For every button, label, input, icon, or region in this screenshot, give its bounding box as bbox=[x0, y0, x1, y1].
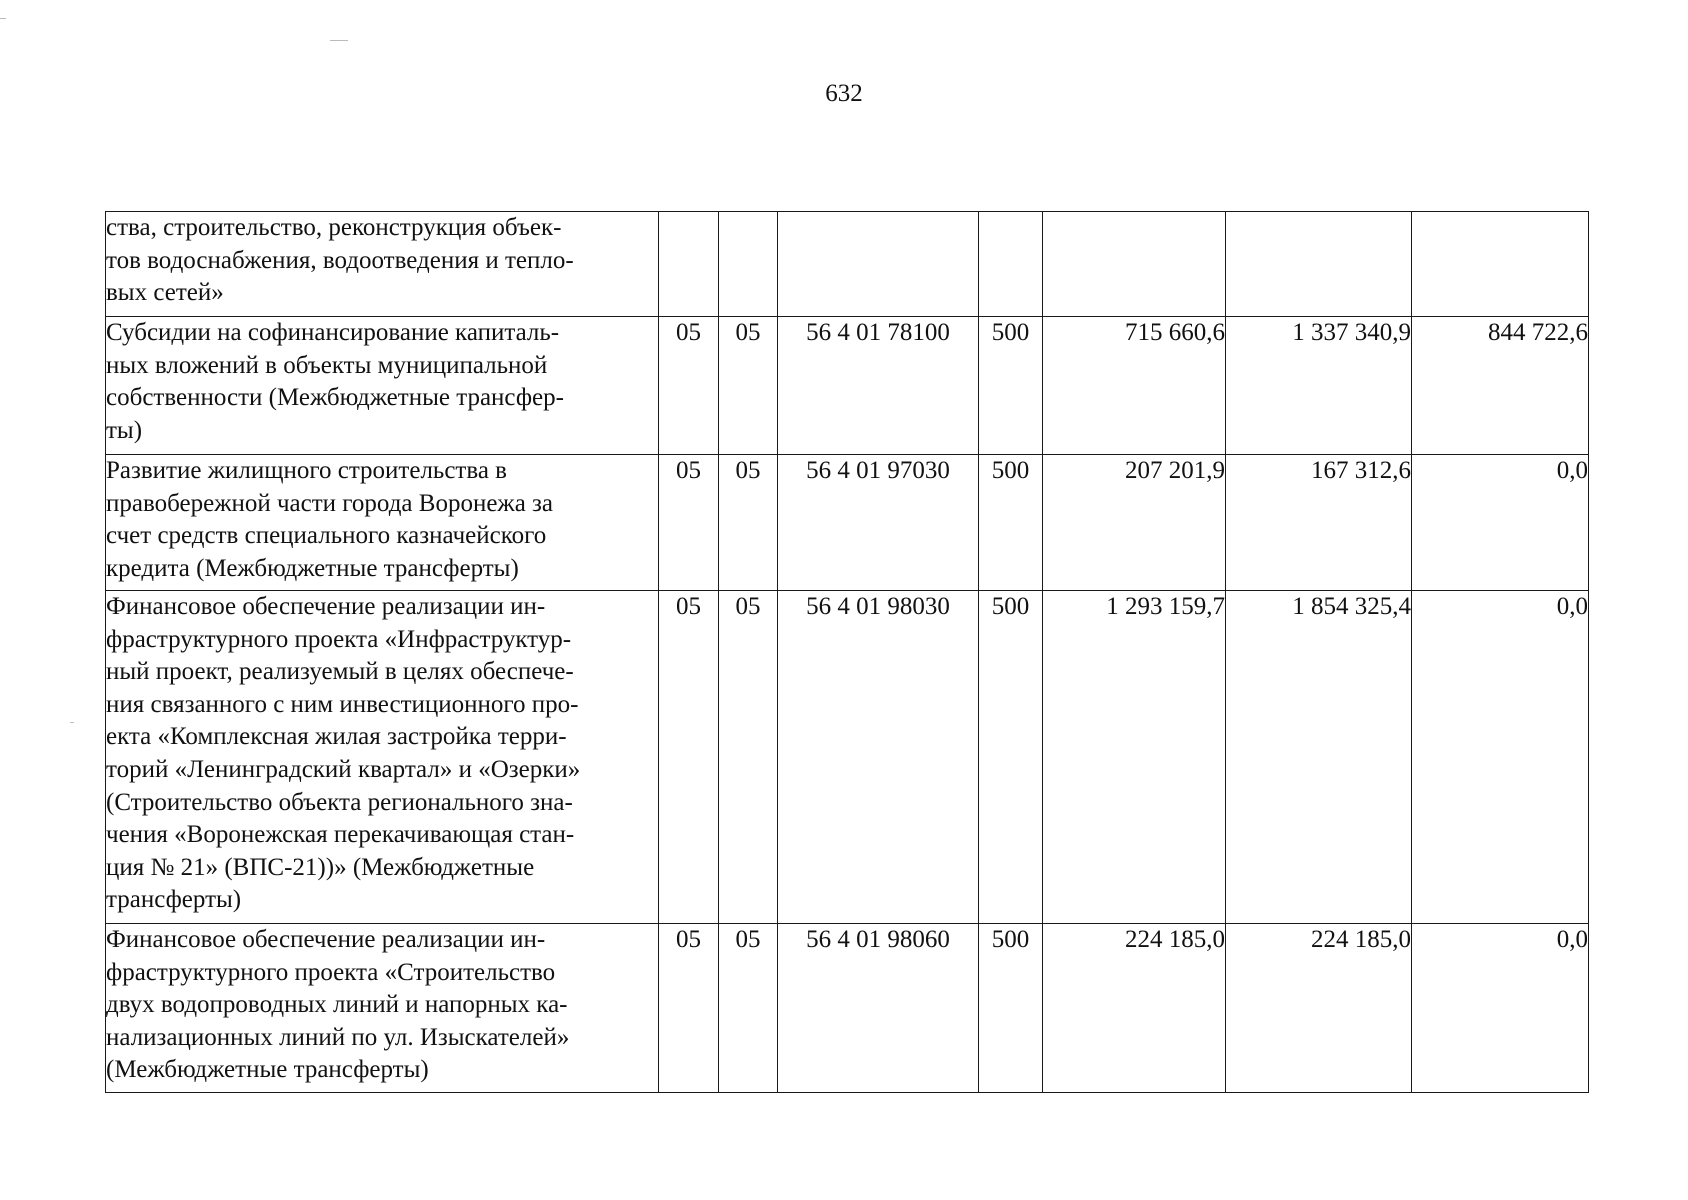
sum3-cell: 844 722,6 bbox=[1412, 317, 1589, 455]
description-line: торий «Ленинградский квартал» и «Озерки» bbox=[106, 755, 581, 783]
description-line: ный проект, реализуемый в целях обеспече- bbox=[106, 658, 574, 686]
csr-cell bbox=[778, 212, 979, 317]
sum1-cell bbox=[1043, 212, 1226, 317]
description-line: нализационных линий по ул. Изыскателей» bbox=[106, 1023, 570, 1051]
rz-cell: 05 bbox=[659, 924, 719, 1093]
pr-cell: 05 bbox=[719, 317, 778, 455]
scan-artifact bbox=[70, 722, 74, 723]
description-line: Развитие жилищного строительства в bbox=[106, 457, 507, 484]
description-line: чения «Воронежская перекачивающая стан- bbox=[106, 821, 575, 849]
description-line: тов водоснабжения, водоотведения и тепло- bbox=[106, 246, 574, 274]
description-line: ция № 21» (ВПС-21))» (Межбюджетные bbox=[106, 853, 535, 881]
vr-cell bbox=[979, 212, 1043, 317]
rz-cell bbox=[659, 212, 719, 317]
description-line: кредита (Межбюджетные трансферты) bbox=[106, 554, 519, 582]
description-line: ства, строительство, реконструкция объек- bbox=[106, 214, 562, 241]
row-description bbox=[106, 212, 659, 317]
pr-cell: 05 bbox=[719, 591, 778, 924]
table-row bbox=[106, 924, 1589, 1093]
sum3-cell: 0,0 bbox=[1412, 455, 1589, 591]
description-line: счет средств специального казначейского bbox=[106, 522, 547, 550]
description-line: (Межбюджетные трансферты) bbox=[106, 1056, 429, 1084]
sum1-cell: 715 660,6 bbox=[1043, 317, 1226, 455]
description-line: трансферты) bbox=[106, 886, 242, 914]
table-row bbox=[106, 212, 1589, 317]
description-line: Финансовое обеспечение реализации ин- bbox=[106, 593, 546, 620]
table-row bbox=[106, 591, 1589, 924]
vr-cell: 500 bbox=[979, 924, 1043, 1093]
page-number: 632 bbox=[825, 80, 863, 107]
description-line: фраструктурного проекта «Инфраструктур- bbox=[106, 625, 572, 653]
csr-cell: 56 4 01 98030 bbox=[778, 591, 979, 924]
rz-cell: 05 bbox=[659, 317, 719, 455]
description-line: Финансовое обеспечение реализации ин- bbox=[106, 926, 546, 953]
sum3-cell: 0,0 bbox=[1412, 591, 1589, 924]
sum2-cell: 1 854 325,4 bbox=[1226, 591, 1412, 924]
vr-cell: 500 bbox=[979, 455, 1043, 591]
description-line: екта «Комплексная жилая застройка терри- bbox=[106, 723, 567, 751]
description-line: ния связанного с ним инвестиционного про- bbox=[106, 690, 579, 718]
description-line: фраструктурного проекта «Строительство bbox=[106, 958, 556, 986]
vr-cell: 500 bbox=[979, 317, 1043, 455]
description-line: (Строительство объекта регионального зна- bbox=[106, 788, 573, 816]
description-line: правобережной части города Воронежа за bbox=[106, 489, 554, 517]
sum1-cell: 1 293 159,7 bbox=[1043, 591, 1226, 924]
csr-cell: 56 4 01 97030 bbox=[778, 455, 979, 591]
pr-cell bbox=[719, 212, 778, 317]
scan-artifact bbox=[0, 18, 6, 19]
description-line: ты) bbox=[106, 416, 143, 444]
rz-cell: 05 bbox=[659, 455, 719, 591]
sum2-cell: 224 185,0 bbox=[1226, 924, 1412, 1093]
sum2-cell bbox=[1226, 212, 1412, 317]
sum2-cell: 167 312,6 bbox=[1226, 455, 1412, 591]
vr-cell: 500 bbox=[979, 591, 1043, 924]
sum3-cell: 0,0 bbox=[1412, 924, 1589, 1093]
scan-artifact bbox=[330, 40, 348, 41]
row-description bbox=[106, 317, 659, 455]
pr-cell: 05 bbox=[719, 455, 778, 591]
description-line: двух водопроводных линий и напорных ка- bbox=[106, 991, 568, 1019]
rz-cell: 05 bbox=[659, 591, 719, 924]
pr-cell: 05 bbox=[719, 924, 778, 1093]
row-description bbox=[106, 591, 659, 924]
description-line: Субсидии на софинансирование капиталь- bbox=[106, 319, 560, 346]
table-row bbox=[106, 455, 1589, 591]
row-description bbox=[106, 455, 659, 591]
row-description bbox=[106, 924, 659, 1093]
sum3-cell bbox=[1412, 212, 1589, 317]
description-line: вых сетей» bbox=[106, 279, 224, 307]
csr-cell: 56 4 01 78100 bbox=[778, 317, 979, 455]
description-line: собственности (Межбюджетные трансфер- bbox=[106, 384, 564, 412]
table-row bbox=[106, 317, 1589, 455]
sum1-cell: 224 185,0 bbox=[1043, 924, 1226, 1093]
csr-cell: 56 4 01 98060 bbox=[778, 924, 979, 1093]
sum1-cell: 207 201,9 bbox=[1043, 455, 1226, 591]
description-line: ных вложений в объекты муниципальной bbox=[106, 351, 548, 379]
sum2-cell: 1 337 340,9 bbox=[1226, 317, 1412, 455]
budget-table bbox=[105, 211, 1589, 1093]
